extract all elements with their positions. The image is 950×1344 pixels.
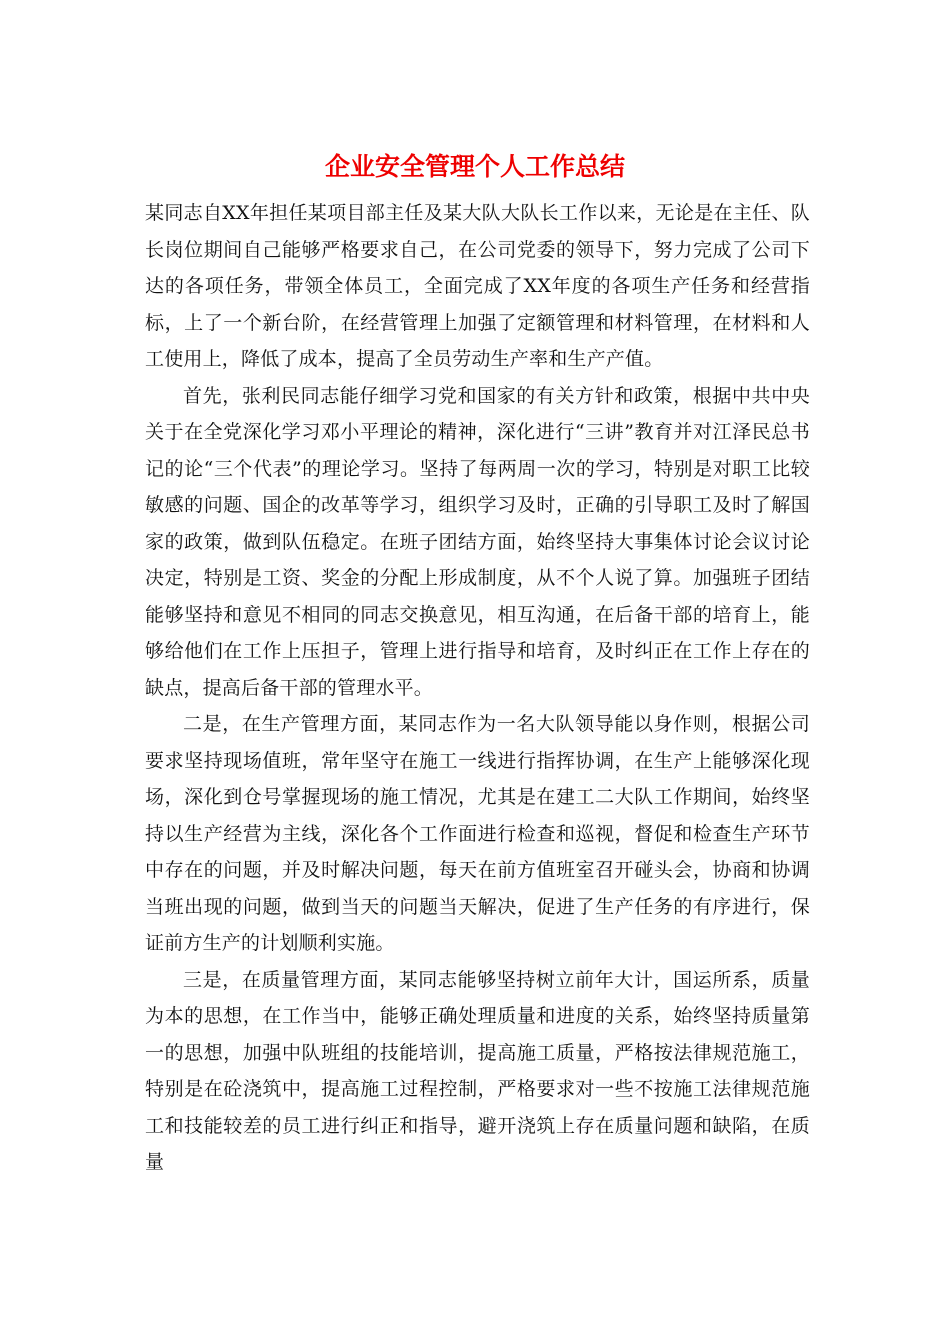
paragraph-intro: 某同志自XX年担任某项目部主任及某大队大队长工作以来，无论是在主任、队长岗位期间自己能够严格要求自己，在公司党委的领导下，努力完成了公司下达的各项任务，带领全体员工，全面完成了XX年度的各项生产任务和经营指标，上了一个新台阶，在经营管理上加强了定额管理和材料管理，在材料和人工使用上，降低了成本，提高了全员劳动生产率和生产产值。 — [145, 202, 810, 370]
paragraph-first: 首先，张利民同志能仔细学习党和国家的有关方针和政策，根据中共中央关于在全党深化学习邓小平理论的精神，深化进行“三讲”教育并对江泽民总书记的论“三个代表”的理论学习。坚持了每两周一次的学习，特别是对职工比较敏感的问题、国企的改革等学习，组织学习及时，正确的引导职工及时了解国家的政策，做到队伍稳定。在班子团结方面，始终坚持大事集体讨论会议讨论决定，特别是工资、奖金的分配上形成制度，从不个人说了算。加强班子团结能够坚持和意见不相同的同志交换意见，相互沟通，在后备干部的培育上，能够给他们在工作上压担子，管理上进行指导和培育，及时纠正在工作上存在的缺点，提高后备干部的管理水平。 — [145, 384, 810, 699]
document-title: 企业安全管理个人工作总结 — [324, 152, 625, 181]
paragraph-second: 二是，在生产管理方面，某同志作为一名大队领导能以身作则，根据公司要求坚持现场值班，常年坚守在施工一线进行指挥协调，在生产上能够深化现场，深化到仓号掌握现场的施工情况，尤其是在建工二大队工作期间，始终坚持以生产经营为主线，深化各个工作面进行检查和巡视，督促和检查生产环节中存在的问题，并及时解决问题，每天在前方值班室召开碰头会，协商和协调当班出现的问题，做到当天的问题当天解决，促进了生产任务的有序进行，保证前方生产的计划顺利实施。 — [145, 713, 810, 954]
paragraph-third: 三是，在质量管理方面，某同志能够坚持树立前年大计，国运所系，质量为本的思想，在工作当中，能够正确处理质量和进度的关系，始终坚持质量第一的思想，加强中队班组的技能培训，提高施工质量，严格按法律规范施工，特别是在砼浇筑中，提高施工过程控制，严格要求对一些不按施工法律规范施工和技能较差的员工进行纠正和指导，避开浇筑上存在质量问题和缺陷，在质量 — [145, 968, 810, 1173]
document-body — [145, 195, 810, 1181]
